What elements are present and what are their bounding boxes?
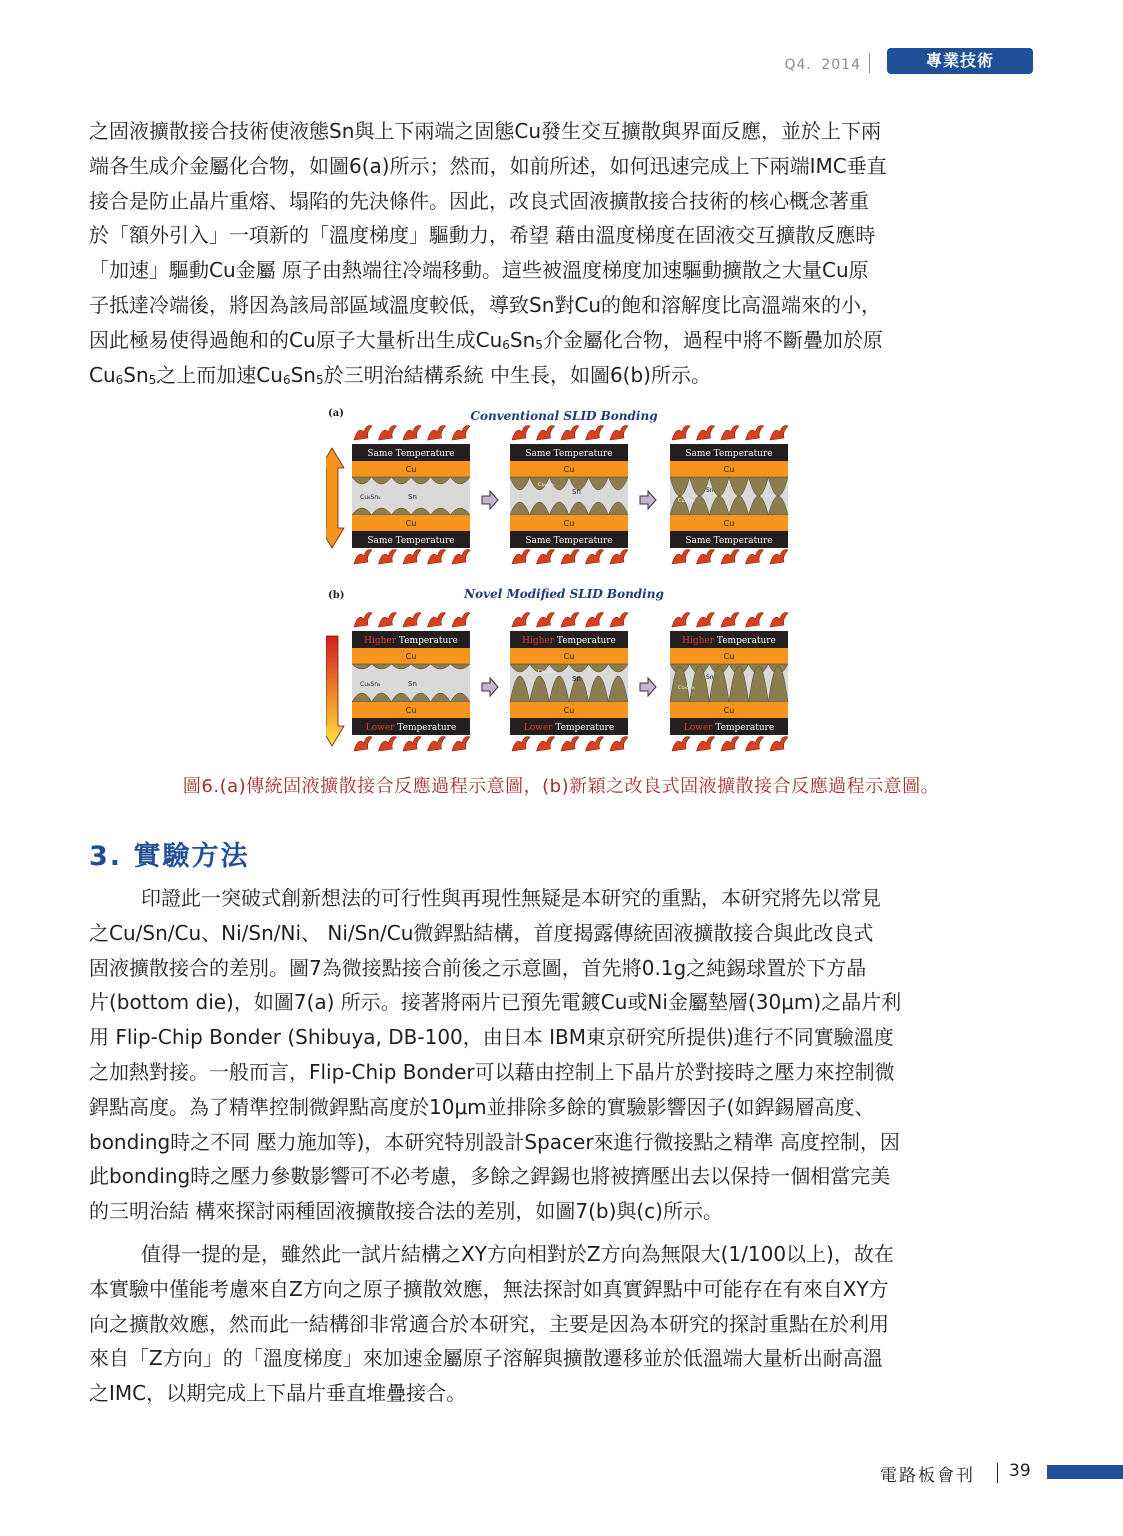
text-line: 銲點高度。為了精準控制微銲點高度於10μm並排除多餘的實驗影響因子(如銲錫層高度、: [89, 1094, 875, 1119]
cu6sn5-label: Cu₆Sn₅: [360, 494, 381, 501]
flame-icon: [379, 426, 397, 440]
title-modified: Novel Modified SLID Bonding: [464, 587, 664, 601]
section-heading: 3. 實驗方法: [89, 841, 250, 872]
flame-icon: [746, 550, 764, 564]
flame-icon: [512, 737, 530, 751]
figure-caption: 圖6.(a)傳統固液擴散接合反應過程示意圖，(b)新穎之改良式固液擴散接合反應過程示意圖。: [182, 776, 940, 797]
text-line: 端各生成介金屬化合物，如圖6(a)所示；然而，如前所述，如何迅速完成上下兩端IMC垂直: [89, 153, 887, 178]
cu-label: Cu: [563, 706, 575, 715]
cu-label: Cu: [723, 465, 735, 474]
text-line: 之固液擴散接合技術使液態Sn與上下兩端之固態Cu發生交互擴散與界面反應，並於上下兩: [89, 119, 882, 143]
page-number: 39: [1009, 1461, 1031, 1481]
cu6sn5-label: Cu₆Sn₅: [538, 482, 556, 488]
flame-icon: [770, 613, 788, 627]
cu6sn5-label: Cu₆Sn₅: [360, 681, 381, 688]
temperature-label: Higher Temperature: [682, 636, 776, 646]
cu-label: Cu: [405, 706, 417, 715]
text-line: 因此極易使得過飽和的Cu原子大量析出生成$Cu_6Sn_5$介金屬化合物，過程中將不斷疊加於原: [89, 327, 883, 352]
text-line: 「加速」驅動Cu金屬 原子由熱端往冷端移動。這些被溫度梯度加速驅動擴散之大量Cu原: [89, 258, 869, 283]
temperature-label: Same Temperature: [685, 449, 773, 459]
flame-icon: [537, 426, 555, 440]
flame-icon: [428, 737, 446, 751]
flame-icon: [512, 613, 530, 627]
title-conventional: Conventional SLID Bonding: [470, 409, 658, 423]
cu-label: Cu: [723, 519, 735, 528]
text-line: 印證此一突破式創新想法的可行性與再現性無疑是本研究的重點，本研究將先以常見: [141, 886, 881, 910]
flame-icon: [721, 550, 739, 564]
flame-icon: [561, 426, 579, 440]
flame-icon: [697, 613, 715, 627]
flame-icon: [452, 613, 470, 627]
flame-icon: [512, 426, 530, 440]
temperature-label: Higher Temperature: [364, 636, 458, 646]
cu-label: Cu: [405, 652, 417, 661]
flame-icon: [403, 737, 421, 751]
flame-icon: [428, 550, 446, 564]
temperature-label: Higher Temperature: [522, 636, 616, 646]
header-divider: [869, 53, 870, 73]
footer-divider: [997, 1463, 998, 1483]
figure-6-slid-bonding-diagram: [326, 404, 802, 766]
flame-icon: [452, 550, 470, 564]
temperature-label: Same Temperature: [367, 536, 455, 546]
cu-label: Cu: [405, 519, 417, 528]
flame-icon: [452, 737, 470, 751]
flame-icon: [379, 737, 397, 751]
flame-icon: [610, 613, 628, 627]
flame-icon: [672, 426, 690, 440]
flame-icon: [403, 426, 421, 440]
sn-layer: [510, 477, 628, 515]
flame-icon: [672, 613, 690, 627]
text-line: 接合是防止晶片重熔、塌陷的先決條件。因此，改良式固液擴散接合技術的核心概念著重: [89, 188, 869, 213]
process-arrow-icon: [640, 678, 656, 696]
cu-label: Cu: [723, 706, 735, 715]
flame-icon: [746, 613, 764, 627]
paragraph-1: [89, 114, 1033, 392]
section-tab: 專業技術: [887, 48, 1033, 74]
flame-icon: [672, 550, 690, 564]
flame-icon: [537, 737, 555, 751]
cu-label: Cu: [723, 652, 735, 661]
flame-icon: [428, 426, 446, 440]
text-line: 本實驗中僅能考慮來自Z方向之原子擴散效應，無法探討如真實銲點中可能存在有來自XY方: [89, 1276, 889, 1301]
flame-icon: [354, 550, 372, 564]
page-footer: [0, 1461, 1123, 1487]
flame-icon: [379, 613, 397, 627]
text-line: 用 Flip-Chip Bonder (Shibuya, DB-100，由日本 IBM東京研究所提供)進行不同實驗溫度: [89, 1025, 894, 1050]
flame-icon: [586, 426, 604, 440]
sn-label: Sn: [408, 680, 417, 688]
flame-icon: [561, 613, 579, 627]
flame-icon: [697, 426, 715, 440]
flame-icon: [403, 550, 421, 564]
flame-icon: [770, 550, 788, 564]
label-a: (a): [328, 408, 344, 419]
flame-icon: [561, 550, 579, 564]
temperature-label: Same Temperature: [367, 449, 455, 459]
text-line: 向之擴散效應，然而此一結構卻非常適合於本研究，主要是因為本研究的探討重點在於利用: [89, 1311, 889, 1336]
text-line: 於「額外引入」一項新的「溫度梯度」驅動力，希望 藉由溫度梯度在固液交互擴散反應時: [89, 223, 876, 248]
temperature-label: Lower Temperature: [523, 723, 615, 733]
cu-label: Cu: [563, 652, 575, 661]
flame-icon: [512, 550, 530, 564]
flame-icon: [537, 613, 555, 627]
issue-label: Q4．2014: [784, 57, 861, 73]
text-line: 此bonding時之壓力參數影響可不必考慮，多餘之銲錫也將被擠壓出去以保持一個相當完美: [89, 1164, 891, 1189]
flame-icon: [452, 426, 470, 440]
label-b: (b): [328, 590, 345, 601]
flame-icon: [354, 426, 372, 440]
cu-label: Cu: [563, 519, 575, 528]
cu6sn5-label: Cu₆Sn₅: [678, 498, 696, 504]
flame-icon: [561, 737, 579, 751]
flame-icon: [721, 426, 739, 440]
paragraph-2: [89, 881, 1033, 1411]
temperature-label: Lower Temperature: [683, 723, 775, 733]
process-arrow-icon: [482, 491, 498, 509]
flame-icon: [586, 613, 604, 627]
footer-accent-bar: [1047, 1465, 1123, 1479]
flame-icon: [697, 737, 715, 751]
flame-icon: [379, 550, 397, 564]
bidirectional-arrow: [326, 448, 344, 548]
cu6sn5-label: Cu₆Sn₅: [538, 669, 556, 675]
flame-icon: [746, 426, 764, 440]
process-arrow-icon: [482, 678, 498, 696]
sn-label: Sn: [706, 674, 714, 681]
text-line: 值得一提的是，雖然此一試片結構之XY方向相對於Z方向為無限大(1/100以上)，故在: [141, 1241, 894, 1266]
journal-name: 電路板會刊: [880, 1466, 975, 1486]
flame-icon: [770, 426, 788, 440]
cu-label: Cu: [563, 465, 575, 474]
sn-label: Sn: [572, 488, 581, 496]
text-line: 之加熱對接。一般而言，Flip-Chip Bonder可以藉由控制上下晶片於對接時之壓力來控制微: [89, 1059, 895, 1084]
text-line: 固液擴散接合的差別。圖7為微接點接合前後之示意圖，首先將0.1g之純錫球置於下方晶: [89, 955, 867, 980]
flame-icon: [770, 737, 788, 751]
text-line: 的三明治結 構來探討兩種固液擴散接合法的差別，如圖7(b)與(c)所示。: [89, 1199, 723, 1224]
text-line: bonding時之不同 壓力施加等)，本研究特別設計Spacer來進行微接點之精準 高度控制，因: [89, 1129, 900, 1154]
text-line: 之Cu/Sn/Cu、Ni/Sn/Ni、 Ni/Sn/Cu微銲點結構，首度揭露傳統固液擴散接合與此改良式: [89, 920, 874, 945]
temperature-label: Same Temperature: [525, 536, 613, 546]
flame-icon: [610, 550, 628, 564]
flame-icon: [586, 737, 604, 751]
text-line: 來自「Z方向」的「溫度梯度」來加速金屬原子溶解與擴散遷移並於低溫端大量析出耐高溫: [89, 1346, 883, 1371]
flame-icon: [721, 737, 739, 751]
text-line: $Cu_6Sn_5$之上而加速$Cu_6Sn_5$於三明治結構系統 中生長，如圖6(b)所示。: [89, 362, 711, 387]
sn-label: Sn: [408, 493, 417, 501]
text-line: 子抵達冷端後，將因為該局部區域溫度較低，導致Sn對Cu的飽和溶解度比高溫端來的小，: [89, 292, 882, 317]
process-arrow-icon: [640, 491, 656, 509]
flame-icon: [746, 737, 764, 751]
temperature-gradient-arrow: [326, 636, 344, 746]
sn-label: Sn: [706, 487, 714, 494]
temperature-label: Lower Temperature: [365, 723, 457, 733]
cu-label: Cu: [405, 465, 417, 474]
temperature-label: Same Temperature: [525, 449, 613, 459]
cu6sn5-label: Cu₆Sn₅: [678, 685, 696, 691]
text-line: 片(bottom die)，如圖7(a) 所示。接著將兩片已預先電鍍Cu或Ni金屬墊層(30μm)之晶片利: [89, 990, 902, 1015]
page-header: [0, 48, 1123, 78]
sn-label: Sn: [572, 675, 581, 683]
flame-icon: [610, 737, 628, 751]
flame-icon: [403, 613, 421, 627]
text-line: 之IMC，以期完成上下晶片垂直堆疊接合。: [89, 1381, 467, 1406]
flame-icon: [354, 613, 372, 627]
flame-icon: [586, 550, 604, 564]
flame-icon: [697, 550, 715, 564]
flame-icon: [610, 426, 628, 440]
flame-icon: [721, 613, 739, 627]
temperature-label: Same Temperature: [685, 536, 773, 546]
flame-icon: [537, 550, 555, 564]
flame-icon: [354, 737, 372, 751]
flame-icon: [428, 613, 446, 627]
flame-icon: [672, 737, 690, 751]
